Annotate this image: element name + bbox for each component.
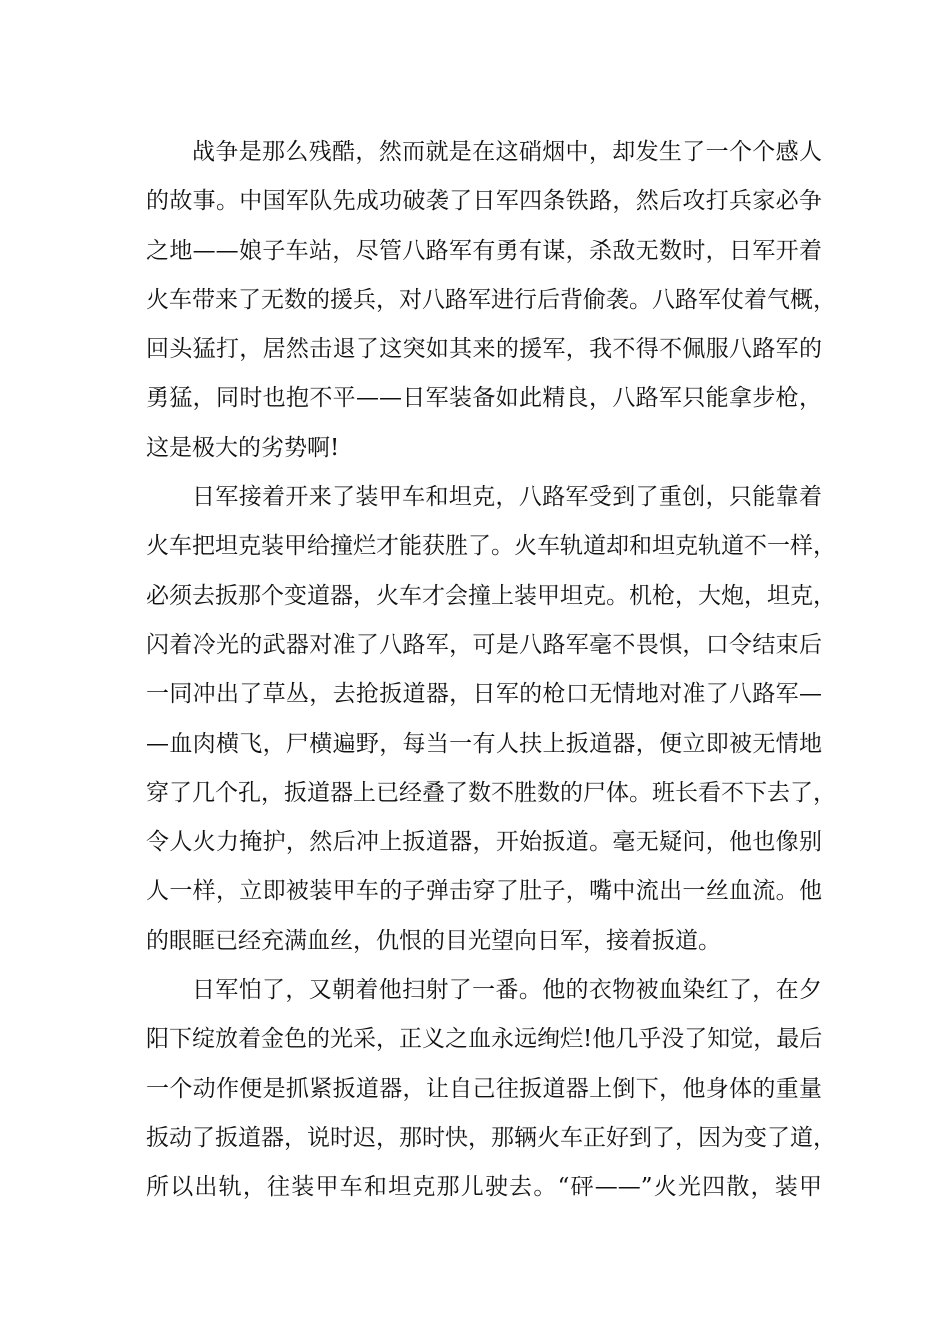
paragraph-3-line-2: 阳下绽放着金色的光采，正义之血永远绚烂!他几乎没了知觉，最后 xyxy=(146,1026,823,1053)
document-body xyxy=(146,128,836,1213)
paragraph-2-line-2: 火车把坦克装甲给撞烂才能获胜了。火车轨道却和坦克轨道不一样， xyxy=(146,533,836,560)
paragraph-2-line-6: —血肉横飞，尸横遍野，每当一有人扶上扳道器，便立即被无情地 xyxy=(146,730,822,757)
paragraph-2-line-5: 一同冲出了草丛，去抢扳道器，日军的枪口无情地对准了八路军— xyxy=(146,681,822,708)
paragraph-2-line-7: 穿了几个孔，扳道器上已经叠了数不胜数的尸体。班长看不下去了， xyxy=(146,779,836,806)
paragraph-2-line-10: 的眼眶已经充满血丝，仇恨的目光望向日军，接着扳道。 xyxy=(146,927,721,954)
paragraph-3-line-4: 扳动了扳道器，说时迟，那时快，那辆火车正好到了，因为变了道， xyxy=(146,1124,836,1151)
paragraph-1-line-7: 这是极大的劣势啊! xyxy=(146,434,340,461)
paragraph-2-line-8: 令人火力掩护，然后冲上扳道器，开始扳道。毫无疑问，他也像别 xyxy=(146,829,822,856)
paragraph-1-line-2: 的故事。中国军队先成功破袭了日军四条铁路，然后攻打兵家必争 xyxy=(146,188,822,215)
paragraph-3-line-5: 所以出轨，往装甲车和坦克那儿驶去。“砰——”火光四散，装甲 xyxy=(146,1174,822,1201)
paragraph-2-line-9: 人一样，立即被装甲车的子弹击穿了肚子，嘴中流出一丝血流。他 xyxy=(146,878,822,905)
paragraph-1-line-4: 火车带来了无数的援兵，对八路军进行后背偷袭。八路军仗着气概， xyxy=(146,286,836,313)
paragraph-1-line-1: 战争是那么残酷，然而就是在这硝烟中，却发生了一个个感人 xyxy=(192,139,822,165)
paragraph-3-line-1: 日军怕了，又朝着他扫射了一番。他的衣物被血染红了，在夕 xyxy=(192,977,822,1004)
paragraph-1-line-3: 之地——娘子车站，尽管八路军有勇有谋，杀敌无数时，日军开着 xyxy=(146,237,822,264)
paragraph-2-line-1: 日军接着开来了装甲车和坦克，八路军受到了重创，只能靠着 xyxy=(192,484,822,511)
paragraph-1-line-5: 回头猛打，居然击退了这突如其来的援军，我不得不佩服八路军的 xyxy=(146,336,822,363)
paragraph-2-line-4: 闪着冷光的武器对准了八路军，可是八路军毫不畏惧，口令结束后 xyxy=(146,631,822,658)
paragraph-1-line-6: 勇猛，同时也抱不平——日军装备如此精良，八路军只能拿步枪， xyxy=(146,385,822,412)
paragraph-2-line-3: 必须去扳那个变道器，火车才会撞上装甲坦克。机枪，大炮，坦克， xyxy=(146,582,836,609)
paragraph-3-line-3: 一个动作便是抓紧扳道器，让自己往扳道器上倒下，他身体的重量 xyxy=(146,1075,822,1102)
